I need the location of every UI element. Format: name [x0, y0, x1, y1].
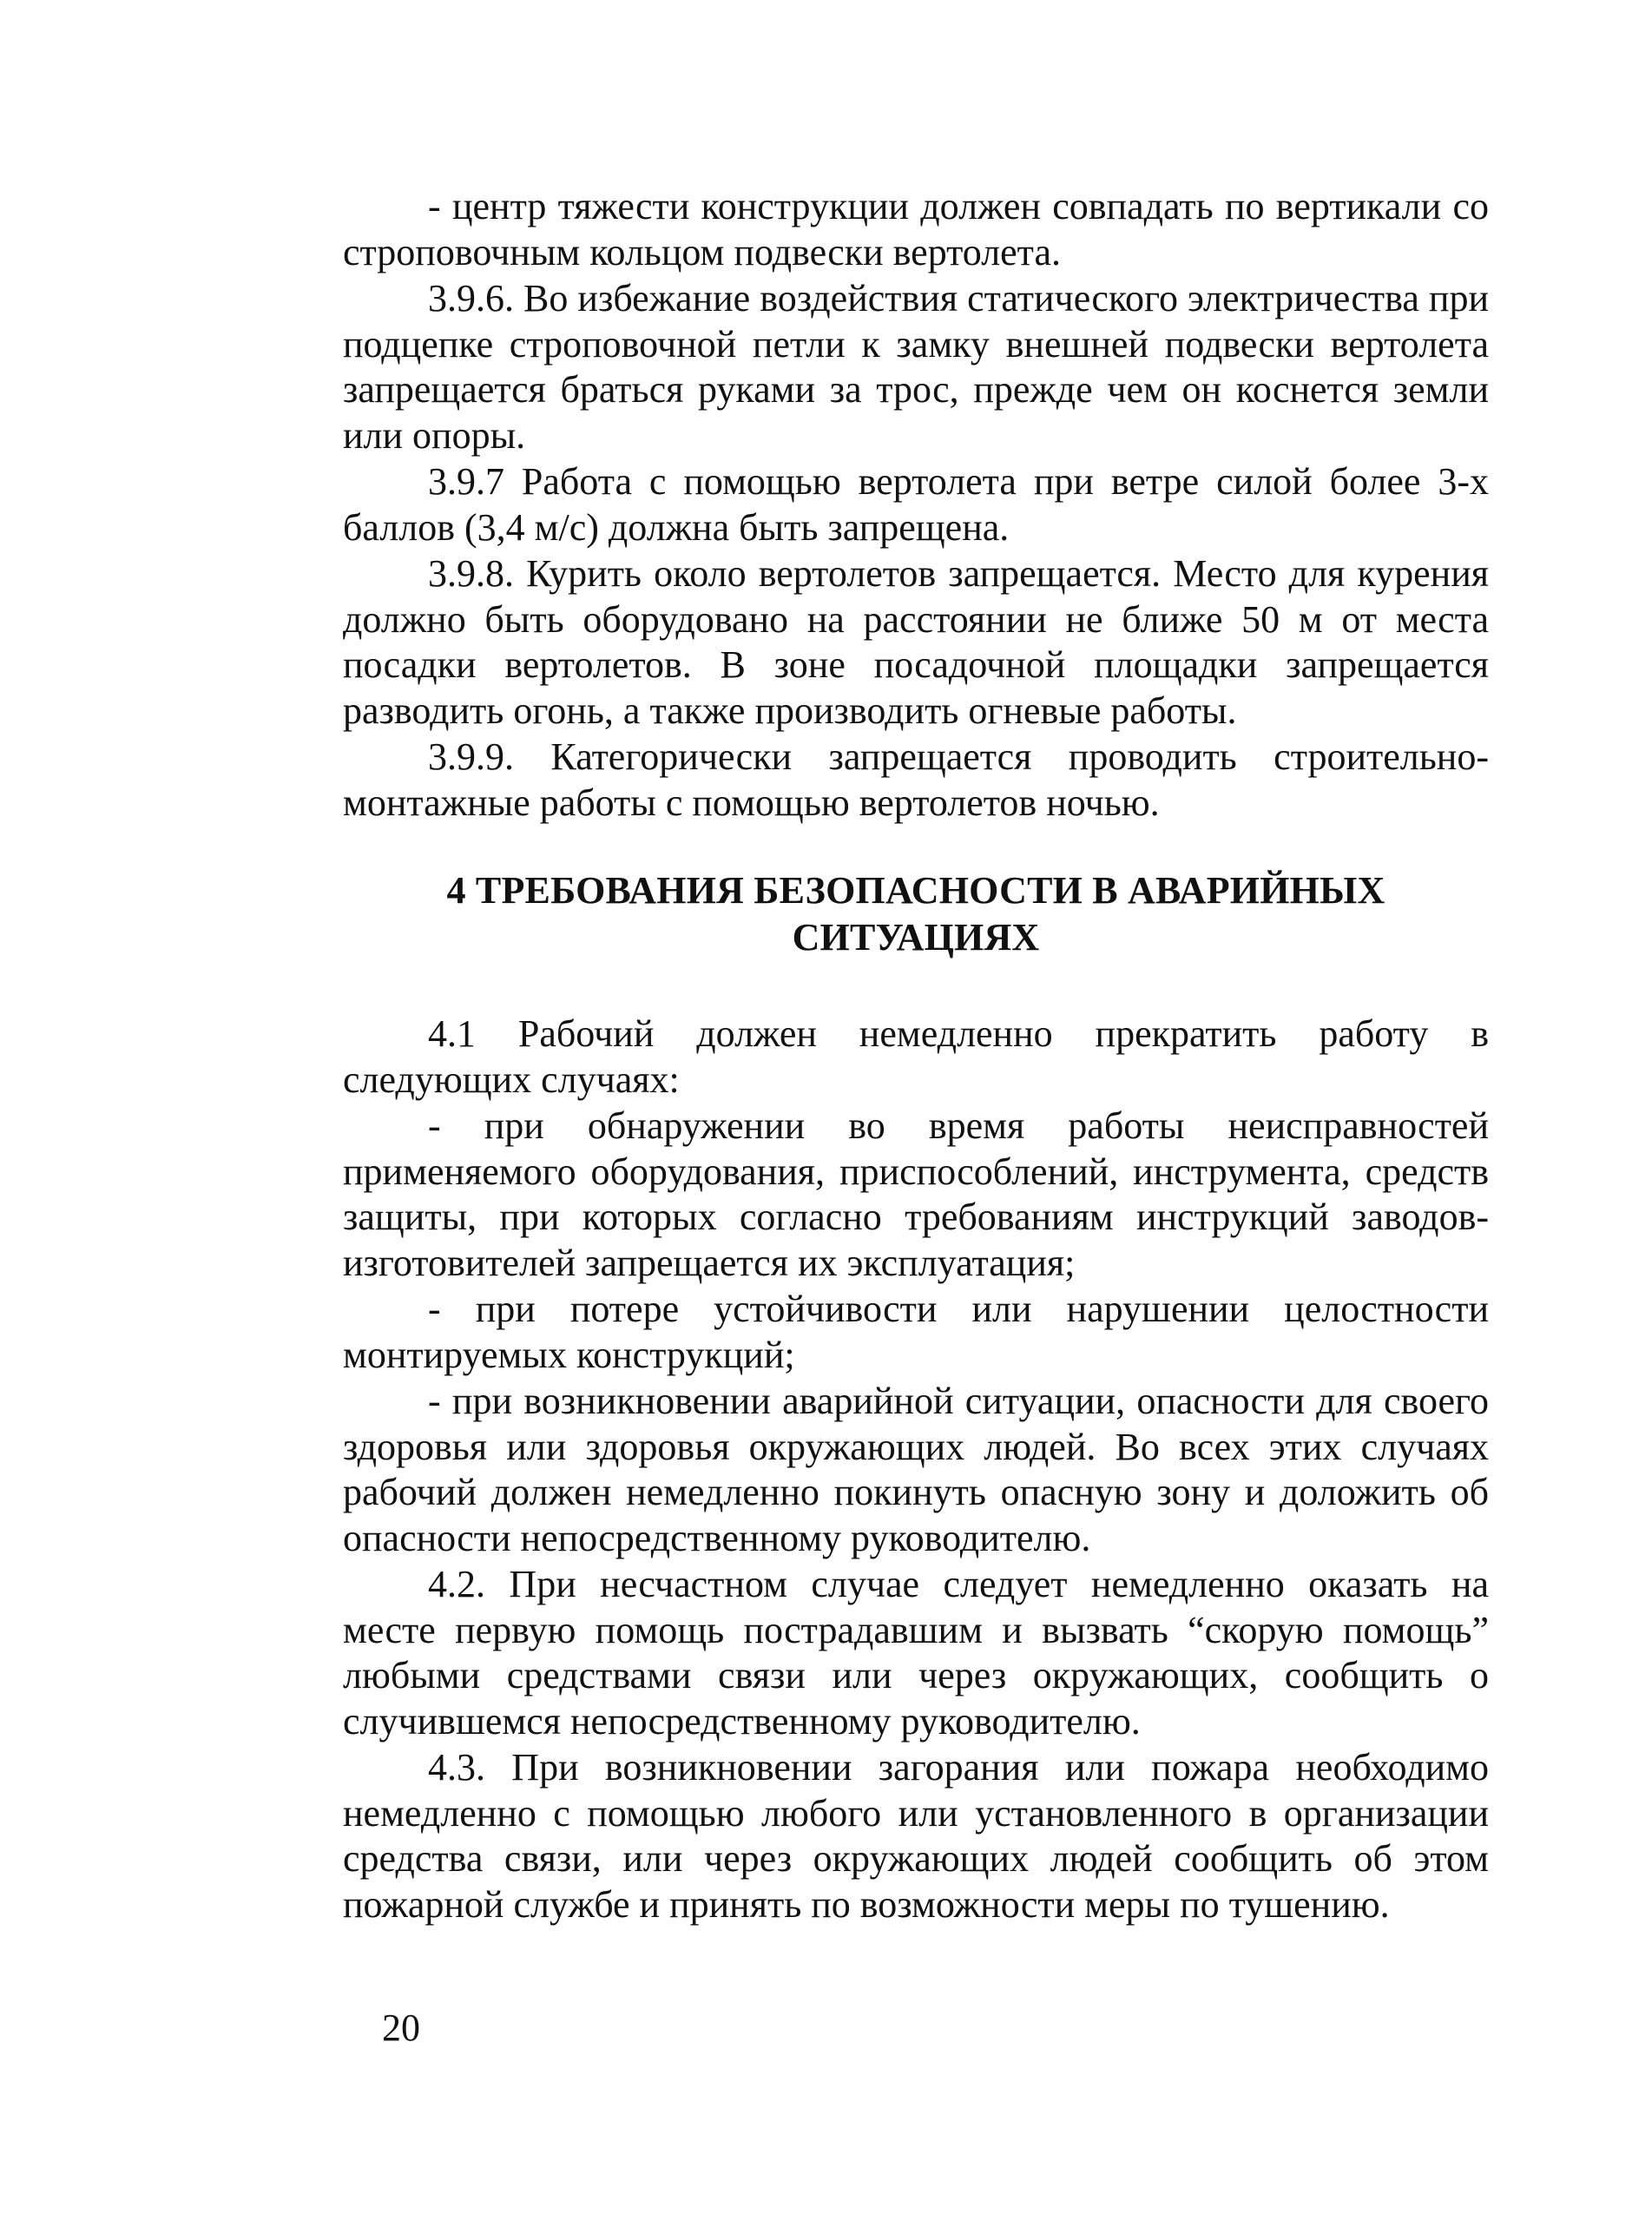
paragraph-emergency: - при возникновении аварийной ситуации, опасности для своего здоровья или здоровья окружающих людей. Во всех этих случаях рабочий должен немедленно покинуть опасную зону и доложить об опасности непосредственному руководителю.	[343, 1380, 1489, 1559]
page-content	[343, 184, 1489, 1928]
paragraph-stability-loss: - при потере устойчивости или нарушении целостности монтируемых конструкций;	[343, 1288, 1489, 1376]
paragraph-3-9-6: 3.9.6. Во избежание воздействия статического электричества при подцепке строповочной петли к замку внешней подвески вертолета запрещается браться руками за трос, прежде чем он коснется земли или опоры.	[343, 277, 1489, 457]
section-heading-line1: 4 ТРЕБОВАНИЯ БЕЗОПАСНОСТИ В АВАРИЙНЫХ	[446, 869, 1385, 912]
paragraph-3-9-9: 3.9.9. Категорически запрещается проводить строительно-монтажные работы с помощью вертолетов ночью.	[343, 735, 1489, 824]
paragraph-4-1: 4.1 Рабочий должен немедленно прекратить работу в следующих случаях:	[343, 1012, 1489, 1101]
paragraph-3-9-8: 3.9.8. Курить около вертолетов запрещается. Место для курения должно быть оборудовано на расстоянии не ближе 50 м от места посадки вертолетов. В зоне посадочной площадки запрещается разводить огонь, а также производить огневые работы.	[343, 552, 1489, 732]
paragraph-4-3: 4.3. При возникновении загорания или пожара необходимо немедленно с помощью любого или установленного в организации средства связи, или через окружающих людей сообщить об этом пожарной службе и принять по возможности меры по тушению.	[343, 1746, 1489, 1926]
section-heading	[343, 867, 1489, 961]
section-heading-line2: СИТУАЦИЯХ	[792, 916, 1040, 959]
paragraph-center-of-gravity: - центр тяжести конструкции должен совпадать по вертикали со строповочным кольцом подвески вертолета.	[343, 185, 1489, 273]
page-number: 20	[382, 2006, 420, 2049]
paragraph-equipment-faults: - при обнаружении во время работы неисправностей применяемого оборудования, приспособлений, инструмента, средств защиты, при которых согласно требованиям инструкций заводов-изготовителей запрещается их эксплуатация;	[343, 1104, 1489, 1284]
paragraph-3-9-7: 3.9.7 Работа с помощью вертолета при ветре силой более 3-х баллов (3,4 м/с) должна быть запрещена.	[343, 460, 1489, 549]
paragraph-4-2: 4.2. При несчастном случае следует немедленно оказать на месте первую помощь пострадавшим и вызвать “скорую помощь” любыми средствами связи или через окружающих, сообщить о случившемся непосредственному руководителю.	[343, 1563, 1489, 1743]
